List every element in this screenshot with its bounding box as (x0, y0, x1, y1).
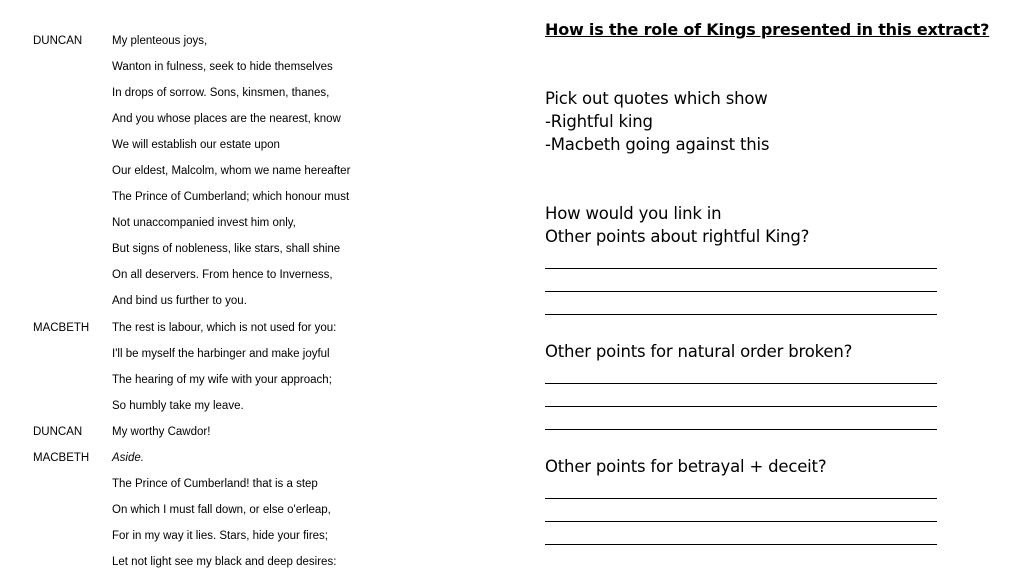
speaker-name: DUNCAN (33, 425, 83, 438)
script-line (33, 367, 503, 393)
script-line (33, 236, 503, 262)
task-heading: How is the role of Kings presented in this extract? (545, 20, 990, 39)
speaker-name: MACBETH (33, 451, 90, 464)
script-line (33, 54, 503, 80)
script-line (33, 28, 503, 54)
verse-text: The Prince of Cumberland! that is a step (112, 477, 318, 490)
verse-text: I'll be myself the harbinger and make joyful (112, 347, 330, 360)
answer-line[interactable] (545, 271, 945, 294)
question-natural-order: Other points for natural order broken? (545, 342, 853, 361)
verse-text: Let not light see my black and deep desires: (112, 555, 337, 568)
verse-text: On which I must fall down, or else o'erleap, (112, 503, 331, 516)
script-line (33, 288, 503, 314)
script-line (33, 419, 503, 445)
answer-line[interactable] (545, 294, 945, 317)
speaker-name: MACBETH (33, 321, 90, 334)
question-rightful-king: Other points about rightful King? (545, 227, 810, 246)
script-line (33, 393, 503, 419)
spacer (545, 432, 945, 455)
answer-line[interactable] (545, 363, 945, 386)
script-line (33, 523, 503, 549)
answer-line[interactable] (545, 409, 945, 432)
script-line (33, 184, 503, 210)
answer-line[interactable] (545, 501, 945, 524)
script-line (33, 445, 503, 471)
script-line (33, 210, 503, 236)
script-line (33, 315, 503, 341)
spacer (545, 156, 945, 202)
verse-text: My plenteous joys, (112, 35, 208, 47)
script-line (33, 497, 503, 523)
verse-text: The Prince of Cumberland; which honour must (112, 191, 350, 204)
script-line (33, 158, 503, 184)
verse-text: The hearing of my wife with your approach; (112, 373, 332, 386)
verse-text: The rest is labour, which is not used for you: (112, 321, 337, 334)
verse-text: On all deservers. From hence to Inverness, (112, 269, 333, 282)
spacer (545, 41, 945, 87)
play-extract (33, 28, 503, 575)
stage-direction: Aside. (112, 451, 144, 464)
question-betrayal-deceit: Other points for betrayal + deceit? (545, 457, 827, 476)
verse-text: In drops of sorrow. Sons, kinsmen, thanes, (112, 87, 330, 100)
pick-intro: Pick out quotes which show (545, 89, 768, 108)
verse-text: My worthy Cawdor! (112, 425, 211, 438)
script-line (33, 471, 503, 497)
answer-line[interactable] (545, 248, 945, 271)
script-line (33, 549, 503, 575)
verse-text: But signs of nobleness, like stars, shall shine (112, 243, 341, 256)
verse-text: We will establish our estate upon (112, 139, 280, 152)
question-panel (545, 18, 990, 547)
verse-text: Our eldest, Malcolm, whom we name hereafter (112, 165, 351, 178)
answer-line[interactable] (545, 478, 945, 501)
verse-text: Wanton in fulness, seek to hide themselves (112, 61, 333, 74)
pick-item-rightful-king: -Rightful king (545, 112, 653, 131)
verse-text: For in my way it lies. Stars, hide your fires; (112, 529, 329, 542)
verse-text: And you whose places are the nearest, know (112, 113, 341, 126)
script-line (33, 106, 503, 132)
link-intro: How would you link in (545, 204, 722, 223)
pick-item-macbeth-against: -Macbeth going against this (545, 135, 770, 154)
answer-line[interactable] (545, 524, 945, 547)
script-line (33, 132, 503, 158)
verse-text: Not unaccompanied invest him only, (112, 217, 296, 230)
spacer (545, 317, 945, 340)
speaker-name: DUNCAN (33, 35, 83, 47)
verse-text: And bind us further to you. (112, 295, 247, 308)
answer-line[interactable] (545, 386, 945, 409)
script-line (33, 80, 503, 106)
script-line (33, 262, 503, 288)
verse-text: So humbly take my leave. (112, 399, 244, 412)
script-line (33, 341, 503, 367)
